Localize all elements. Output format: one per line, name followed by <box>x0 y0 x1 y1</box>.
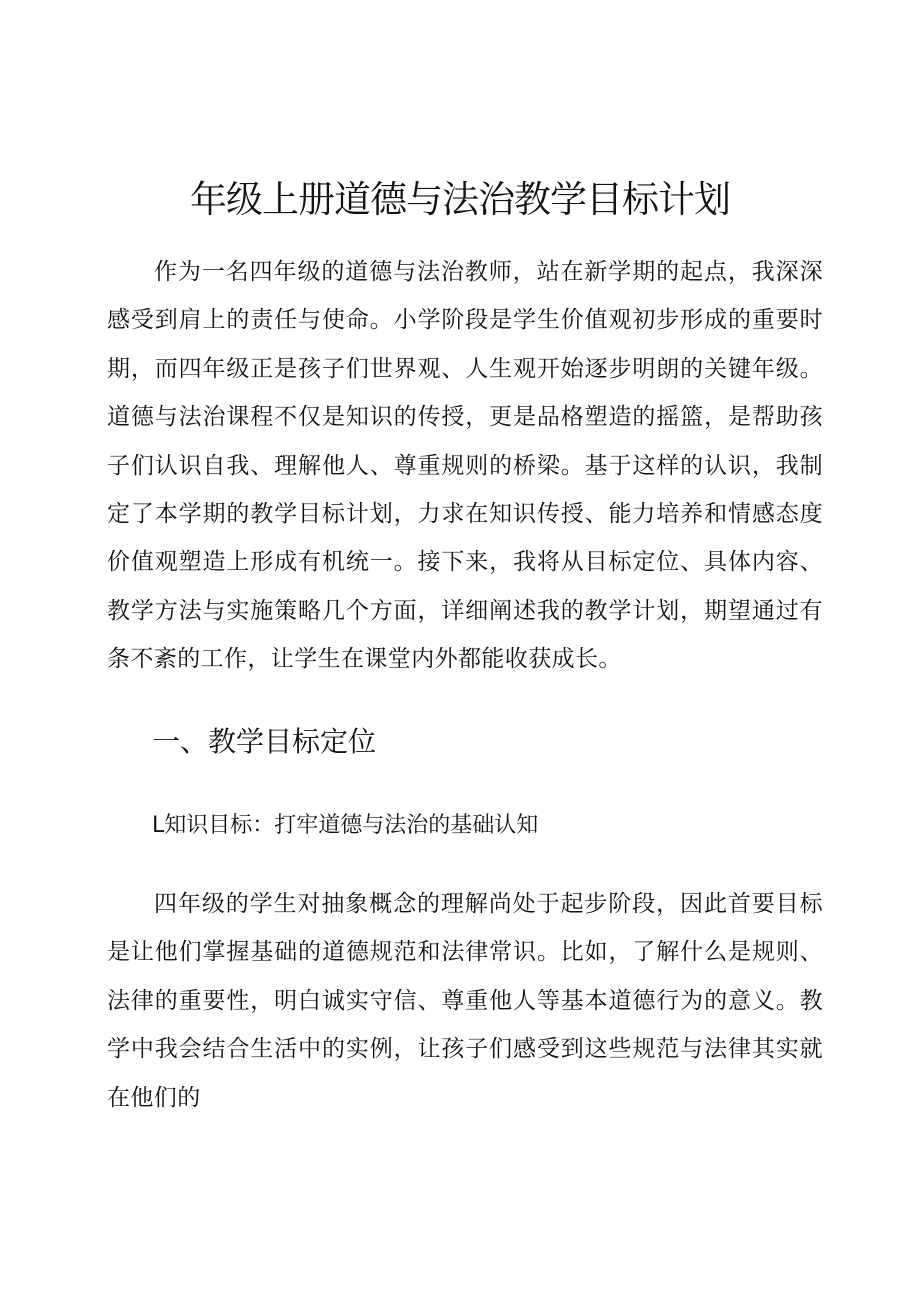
body-paragraph: 四年级的学生对抽象概念的理解尚处于起步阶段，因此首要目标是让他们掌握基础的道德规范和法律常识。比如，了解什么是规则、法律的重要性，明白诚实守信、尊重他人等基本道德行为的意义。教学中我会结合生活中的实例，让孩子们感受到这些规范与法律其实就在他们的 <box>107 891 823 1111</box>
section-heading: 一、教学目标定位 <box>152 725 377 758</box>
subsection-heading: L知识目标：打牢道德与法治的基础认知 <box>152 813 539 838</box>
intro-paragraph: 作为一名四年级的道德与法治教师，站在新学期的起点，我深深感受到肩上的责任与使命。小学阶段是学生价值观初步形成的重要时期，而四年级正是孩子们世界观、人生观开始逐步明朗的关键年级。道德与法治课程不仅是知识的传授，更是品格塑造的摇篮，是帮助孩子们认识自我、理解他人、尊重规则的桥梁。基于这样的认识，我制定了本学期的教学目标计划，力求在知识传授、能力培养和情感态度价值观塑造上形成有机统一。接下来，我将从目标定位、具体内容、教学方法与实施策略几个方面，详细阐述我的教学计划，期望通过有条不紊的工作，让学生在课堂内外都能收获成长。 <box>107 259 823 673</box>
document-title: 年级上册道德与法治教学目标计划 <box>190 178 730 221</box>
